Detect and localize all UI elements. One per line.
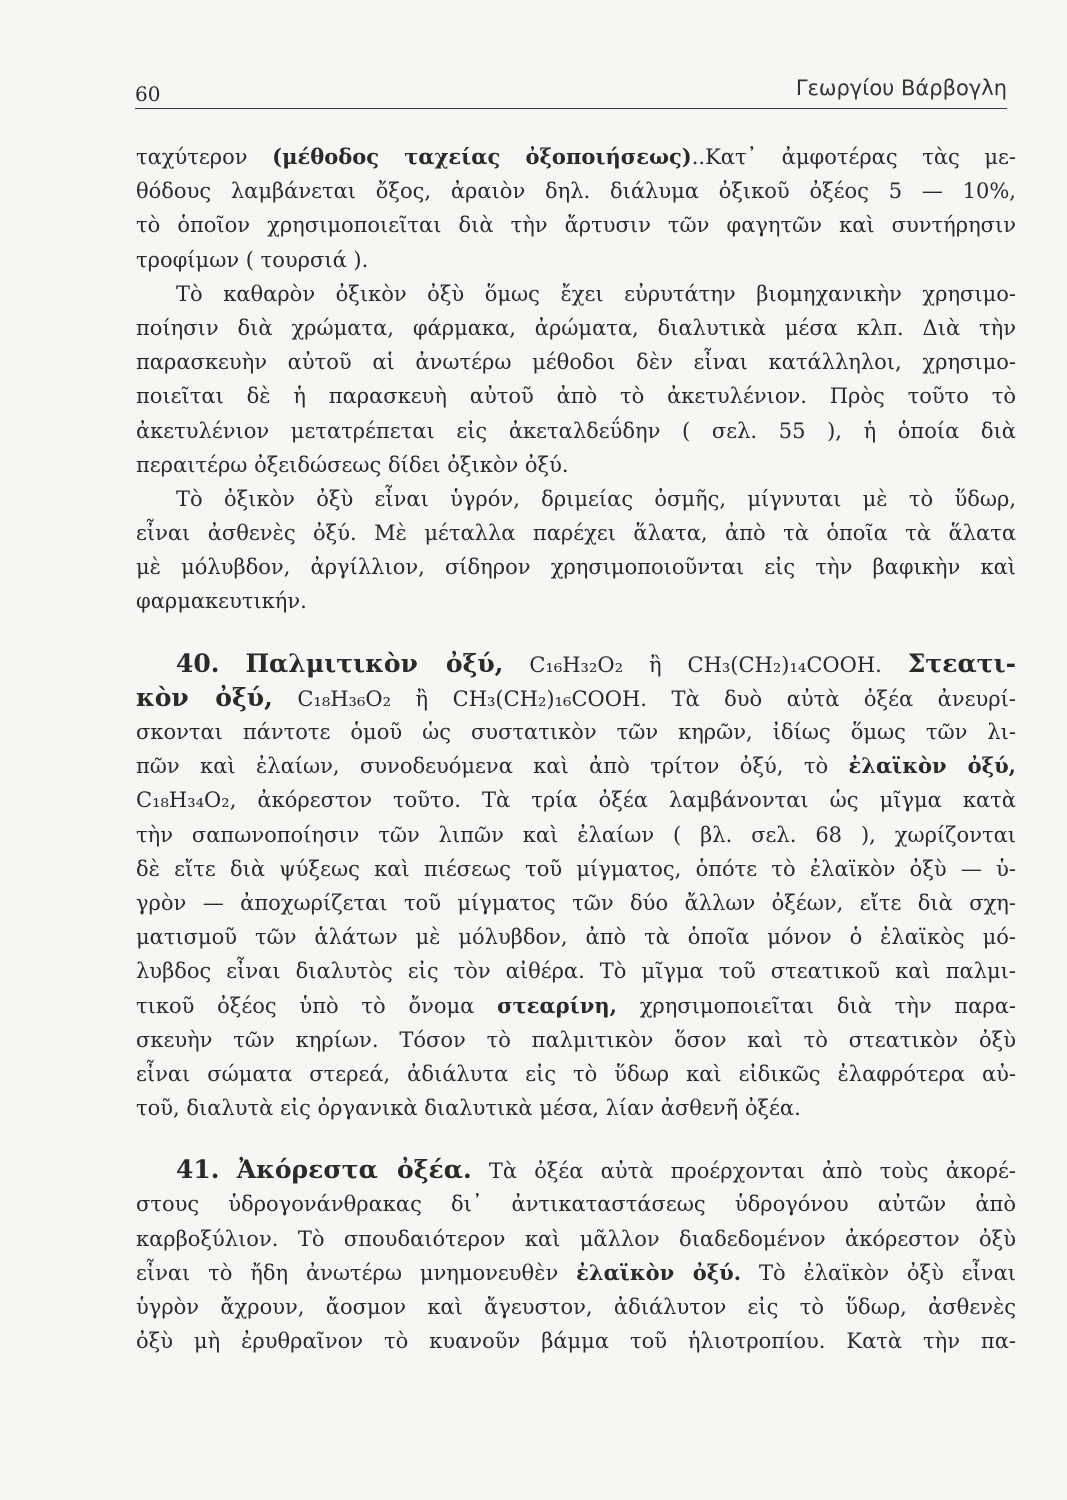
text-line [136, 1256, 1016, 1290]
bold-term: ἐλαϊκὸν ὀξύ. [576, 1259, 742, 1285]
text-run: ἢ [415, 686, 429, 711]
text-run: Τὸ ἐλαϊκὸν ὀξὺ εἶναι [741, 1260, 1016, 1285]
section-number: 41. [176, 1155, 220, 1185]
page-body [136, 140, 1016, 1358]
text-line [136, 783, 1016, 817]
text-run: Τὰ ὀξέα αὐτὰ προέρχονται ἀπὸ τοὺς ἀκορέ- [488, 1159, 1016, 1184]
section-41 [136, 1153, 1016, 1358]
text-line [136, 749, 1016, 783]
chemical-formula: CH₃(CH₂)₁₄COOH. [687, 652, 882, 677]
text-line: Τὸ ὀξικὸν ὀξὺ εἶναι ὑγρόν, δριμείας ὀσμῆς, μίγνυται μὲ τὸ ὕδωρ, [176, 486, 1016, 511]
text-run: ταχύτερον [136, 145, 273, 169]
text-line: περαιτέρω ὀξειδώσεως δίδει ὀξικὸν ὀξύ. [136, 452, 569, 477]
paragraph [136, 482, 1016, 619]
section-gap [136, 1125, 1016, 1153]
section-title: Ἀκόρεστα ὀξέα. [236, 1155, 472, 1185]
bold-term: (μέθοδος ταχείας ὀξοποιήσεως) [272, 144, 692, 169]
bold-term: ἐλαϊκὸν ὀξύ, [848, 753, 1016, 779]
section-gap [136, 619, 1016, 647]
text-line: τροφίμων ( τουρσιά ). [136, 247, 369, 272]
text-run: ἀκόρεστον τοῦτο. Τὰ τρία ὀξέα λαμβάνονται ὡς μῖγμα κατὰ [257, 788, 1016, 813]
text-line: λυβδος εἶναι διαλυτὸς εἰς τὸν αἰθέρα. Τὸ μῖγμα τοῦ στεατικοῦ καὶ παλμι- [136, 959, 1016, 984]
text-line: ποιεῖται δὲ ἡ παρασκευὴ αὐτοῦ ἀπὸ τὸ ἀκετυλένιον. Πρὸς τοῦτο τὸ [136, 384, 1016, 409]
text-run: τικοῦ ὀξέος ὑπὸ τὸ ὄνομα [136, 993, 498, 1018]
text-line: τὸ ὁποῖον χρησιμοποιεῖται διὰ τὴν ἄρτυσιν τῶν φαγητῶν καὶ συντήρησιν [136, 213, 1016, 238]
text-run: πῶν καὶ ἐλαίων, συνοδευόμενα καὶ ἀπὸ τρίτον ὀξύ, τὸ [136, 754, 849, 779]
section-40 [136, 647, 1016, 1126]
chemical-formula: C₁₆H₃₂O₂ [529, 652, 624, 677]
text-line: ὑγρὸν ἄχρουν, ἄοσμον καὶ ἄγευστον, ἀδιάλυτον εἰς τὸ ὕδωρ, ἀσθενὲς [136, 1295, 1016, 1319]
text-line [136, 989, 1016, 1023]
chemical-formula: C₁₈H₃₄O₂, [136, 788, 237, 813]
paragraph [136, 140, 1016, 277]
section-heading-line [136, 1153, 1016, 1187]
text-line: παρασκευὴν αὐτοῦ αἱ ἀνωτέρω μέθοδοι δὲν εἶναι κατάλληλοι, χρησιμο- [136, 350, 1016, 375]
section-title: Στεατι- [907, 648, 1016, 678]
text-run: χρησιμοποιεῖται διὰ τὴν παρα- [616, 993, 1017, 1018]
text-line: θόδους λαμβάνεται ὄξος, ἀραιὸν δηλ. διάλυμα ὀξικοῦ ὀξέος 5 — 10%, [136, 179, 1016, 204]
text-line: τὴν σαπωνοποίησιν τῶν λιπῶν καὶ ἐλαίων ( βλ. σελ. 68 ), χωρίζονται [136, 822, 1016, 847]
section-title: κὸν ὀξύ, [136, 682, 273, 712]
bold-term: στεαρίνη, [497, 992, 617, 1018]
page-header [135, 68, 1007, 109]
text-line: εἶναι ἀσθενὲς ὀξύ. Μὲ μέταλλα παρέχει ἅλατα, ἀπὸ τὰ ὁποῖα τὰ ἅλατα [136, 521, 1016, 546]
chemical-formula: C₁₈H₃₆O₂ [297, 686, 392, 711]
text-line: εἶναι σώματα στερεά, ἀδιάλυτα εἰς τὸ ὕδωρ καὶ εἰδικῶς ἐλαφρότερα αὐ- [136, 1061, 1016, 1086]
text-line: φαρμακευτικήν. [136, 589, 307, 614]
text-line: ἀκετυλένιον μετατρέπεται εἰς ἀκεταλδεΰδην ( σελ. 55 ), ἡ ὁποία διὰ [136, 418, 1016, 443]
text-line: δὲ εἴτε διὰ ψύξεως καὶ πιέσεως τοῦ μίγματος, ὁπότε τὸ ἐλαϊκὸν ὀξὺ — ὑ- [136, 856, 1016, 881]
text-line [136, 140, 1016, 174]
text-line: τοῦ, διαλυτὰ εἰς ὀργανικὰ διαλυτικὰ μέσα, λίαν ἀσθενῆ ὀξέα. [136, 1096, 801, 1121]
text-line: ματισμοῦ τῶν ἁλάτων μὲ μόλυβδον, ἀπὸ τὰ ὁποῖα μόνον ὁ ἐλαϊκὸς μό- [136, 925, 1016, 950]
section-heading-line [136, 647, 1016, 681]
text-run: εἶναι τὸ ἤδη ἀνωτέρω μνημονευθὲν [136, 1260, 577, 1285]
text-run: ἢ [648, 652, 662, 677]
text-line: ποίησιν διὰ χρώματα, φάρμακα, ἀρώματα, διαλυτικὰ μέσα κλπ. Διὰ τὴν [136, 315, 1016, 340]
text-line: στους ὑδρογονάνθρακας δι᾽ ἀντικαταστάσεως ὑδρογόνου αὐτῶν ἀπὸ [136, 1192, 1016, 1217]
text-line: σκονται πάντοτε ὁμοῦ ὡς συστατικὸν τῶν κηρῶν, ἰδίως ὅμως τῶν λι- [136, 720, 1016, 744]
text-line [136, 681, 1016, 715]
page-number: 60 [135, 82, 161, 106]
text-line: Τὸ καθαρὸν ὀξικὸν ὀξὺ ὅμως ἔχει εὐρυτάτην βιομηχανικὴν χρησιμο- [176, 281, 1016, 306]
section-title: Παλμιτικὸν ὀξύ, [245, 648, 504, 678]
text-line: καρβοξύλιον. Τὸ σπουδαιότερον καὶ μᾶλλον διαδεδομένον ἀκόρεστον ὀξὺ [136, 1226, 1016, 1251]
running-head: Γεωργίου Βάρβογλη [795, 76, 1007, 100]
text-line: μὲ μόλυβδον, ἀργίλλιον, σίδηρον χρησιμοποιοῦνται εἰς τὴν βαφικὴν καὶ [136, 555, 1016, 580]
paragraph [136, 277, 1016, 482]
section-number: 40. [176, 648, 220, 678]
chemical-formula: CH₃(CH₂)₁₆COOH. [452, 686, 647, 711]
text-line: ὀξὺ μὴ ἐρυθραῖνον τὸ κυανοῦν βάμμα τοῦ ἡλιοτροπίου. Κατὰ τὴν πα- [136, 1329, 1016, 1354]
text-run: ..Κατ᾽ ἀμφοτέρας τὰς με- [691, 145, 1017, 169]
text-run: Τὰ δυὸ αὐτὰ ὀξέα ἀνευρί- [671, 686, 1016, 711]
text-line: γρὸν — ἀποχωρίζεται τοῦ μίγματος τῶν δύο ἄλλων ὀξέων, εἴτε διὰ σχη- [136, 890, 1016, 915]
text-line: σκευὴν τῶν κηρίων. Τόσον τὸ παλμιτικὸν ὅσον καὶ τὸ στεατικὸν ὀξὺ [136, 1027, 1016, 1052]
